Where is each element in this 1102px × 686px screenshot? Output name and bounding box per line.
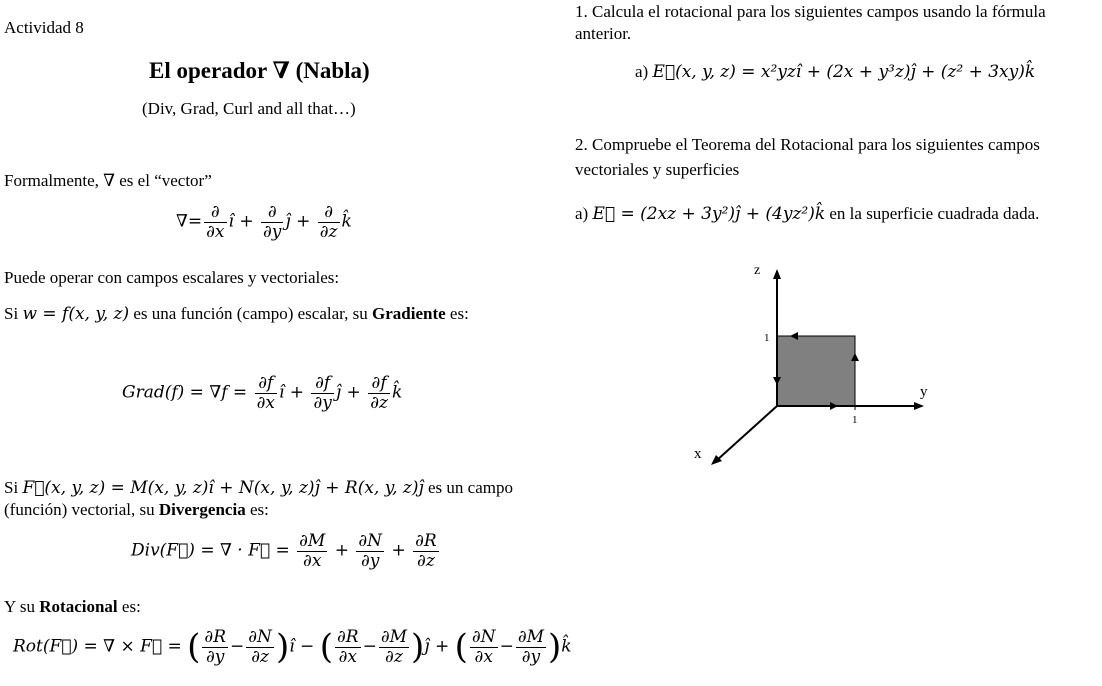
grad-lhs: Grad(f) = ∇f = xyxy=(122,382,248,403)
x-axis-label: x xyxy=(694,446,702,462)
dM-den: ∂x xyxy=(303,550,322,571)
minus-sign: − xyxy=(300,636,315,657)
i-hat: î xyxy=(289,636,295,657)
grad-intro-mid: es una función (campo) escalar, su xyxy=(129,304,372,323)
z-axis-arrow-icon xyxy=(773,269,781,279)
left-paren: ( xyxy=(187,627,201,667)
question-2a-text: en la superficie cuadrada dada. xyxy=(825,204,1040,223)
partial-num-x: ∂ xyxy=(204,203,226,223)
div-intro-pre: Si xyxy=(4,478,23,497)
dR-den: ∂z xyxy=(417,550,435,571)
vector-field: F⃗(x, y, z) = M(x, y, z)î + N(x, y, z)ĵ + R(x, y, z)ĵ xyxy=(22,478,424,498)
gradient-term: Gradiente xyxy=(372,304,446,323)
minus-sign: − xyxy=(499,636,514,657)
page-subtitle: (Div, Grad, Curl and all that…) xyxy=(142,99,356,118)
question-1a xyxy=(635,62,1035,82)
z-tick-label: 1 xyxy=(764,332,770,344)
dM-num: ∂M xyxy=(380,626,408,647)
operates-text: Puede operar con campos escalares y vectoriales: xyxy=(4,268,340,287)
div-intro-mid: es un campo xyxy=(423,478,513,497)
partial-num-y: ∂ xyxy=(261,203,283,223)
partial-den-x: ∂x xyxy=(206,221,225,242)
div-intro-post: es: xyxy=(245,500,269,519)
grad-intro-post: es: xyxy=(445,304,469,323)
j-hat: ĵ xyxy=(285,211,291,232)
rot-lhs: Rot(F⃗) = ∇ × F⃗ = xyxy=(13,636,182,657)
y-axis-label: y xyxy=(920,384,928,400)
right-paren: ) xyxy=(548,627,562,667)
div-intro-line2 xyxy=(4,500,269,520)
minus-sign: − xyxy=(362,636,377,657)
rot-intro-post: es: xyxy=(117,597,141,616)
formally-text: Formalmente, ∇ es el “vector” xyxy=(4,171,212,190)
question-2a xyxy=(575,204,1039,224)
k-hat: k̂ xyxy=(341,211,352,232)
question-1-line2: anterior. xyxy=(575,24,632,43)
div-lhs: Div(F⃗) = ∇ · F⃗ = xyxy=(131,540,290,561)
z-axis-label: z xyxy=(754,263,761,278)
plus-sign: + xyxy=(434,636,450,657)
dx-den: ∂x xyxy=(338,646,357,667)
rotational-formula xyxy=(13,627,572,667)
question-2a-label: a) xyxy=(575,204,589,223)
df-num-y: ∂f xyxy=(311,374,333,394)
right-paren: ) xyxy=(411,627,425,667)
k-hat: k̂ xyxy=(391,382,403,403)
gradient-formula xyxy=(122,374,402,412)
j-hat: ĵ xyxy=(424,636,430,657)
rot-intro-pre: Y su xyxy=(4,597,40,616)
axes-diagram xyxy=(680,255,940,470)
dy-den: ∂y xyxy=(521,646,541,667)
left-paren: ( xyxy=(319,627,333,667)
nabla-definition xyxy=(176,203,352,241)
y-tick-label: 1 xyxy=(852,414,858,426)
i-hat: î xyxy=(278,382,285,403)
question-1-line1: 1. Calcula el rotacional para los siguientes campos usando la fórmula xyxy=(575,2,1046,21)
activity-label: Actividad 8 xyxy=(4,18,84,37)
dN-num: ∂N xyxy=(358,531,383,551)
partial-den-z: ∂z xyxy=(319,221,338,242)
dN-num: ∂N xyxy=(471,626,496,647)
grad-intro xyxy=(4,304,469,324)
df-den-x: ∂x xyxy=(256,392,275,413)
divergence-term: Divergencia xyxy=(158,500,246,519)
df-num-z: ∂f xyxy=(368,374,390,394)
i-hat: î xyxy=(228,211,234,232)
minus-sign: − xyxy=(230,636,245,657)
dR-num: ∂R xyxy=(204,626,227,647)
j-hat: ĵ xyxy=(335,382,342,403)
dz-den: ∂z xyxy=(251,646,269,667)
grad-intro-pre: Si xyxy=(4,304,23,323)
right-paren: ) xyxy=(275,627,290,667)
dy-den: ∂y xyxy=(206,646,225,667)
dR-num: ∂R xyxy=(415,531,437,551)
square-surface xyxy=(777,336,855,406)
rotational-term: Rotacional xyxy=(39,597,118,616)
plus-sign: + xyxy=(296,211,311,232)
question-1a-formula: E⃗(x, y, z) = x²yzî + (2x + y³z)ĵ + (z² + 3xy)k̂ xyxy=(652,62,1036,82)
divergence-formula xyxy=(131,532,441,570)
page-title: El operador ∇ (Nabla) xyxy=(149,58,370,83)
dN-num: ∂N xyxy=(248,626,272,647)
rot-intro xyxy=(4,597,141,617)
k-hat: k̂ xyxy=(561,636,572,657)
plus-sign: + xyxy=(334,540,349,561)
question-1a-label: a) xyxy=(635,62,649,81)
plus-sign: + xyxy=(239,211,254,232)
df-den-z: ∂z xyxy=(370,392,388,413)
plus-sign: + xyxy=(346,382,361,403)
question-2-line2: vectoriales y superficies xyxy=(575,160,740,179)
plus-sign: + xyxy=(289,382,305,403)
surface-figure xyxy=(680,255,940,470)
div-intro-line1 xyxy=(4,478,513,498)
y-axis-arrow-icon xyxy=(914,402,924,410)
dz-den: ∂z xyxy=(385,646,403,667)
div-intro-line2-pre: (función) vectorial, su xyxy=(4,500,159,519)
dR-num: ∂R xyxy=(336,626,359,647)
dM-num: ∂M xyxy=(517,626,545,647)
df-num-x: ∂f xyxy=(255,374,277,394)
question-2a-formula: E⃗ = (2xz + 3y²)ĵ + (4yz²)k̂ xyxy=(592,204,826,224)
dx-den: ∂x xyxy=(474,646,493,667)
nabla-lhs: ∇= xyxy=(176,211,203,232)
dM-num: ∂M xyxy=(299,531,326,551)
left-paren: ( xyxy=(454,627,468,667)
question-2-line1: 2. Compruebe el Teorema del Rotacional para los siguientes campos xyxy=(575,135,1040,154)
partial-den-y: ∂y xyxy=(263,221,282,242)
x-axis xyxy=(716,406,777,461)
partial-num-z: ∂ xyxy=(318,203,340,223)
scalar-function: w = f(x, y, z) xyxy=(22,304,130,324)
df-den-y: ∂y xyxy=(313,392,332,413)
plus-sign: + xyxy=(391,540,406,561)
dN-den: ∂y xyxy=(361,550,380,571)
